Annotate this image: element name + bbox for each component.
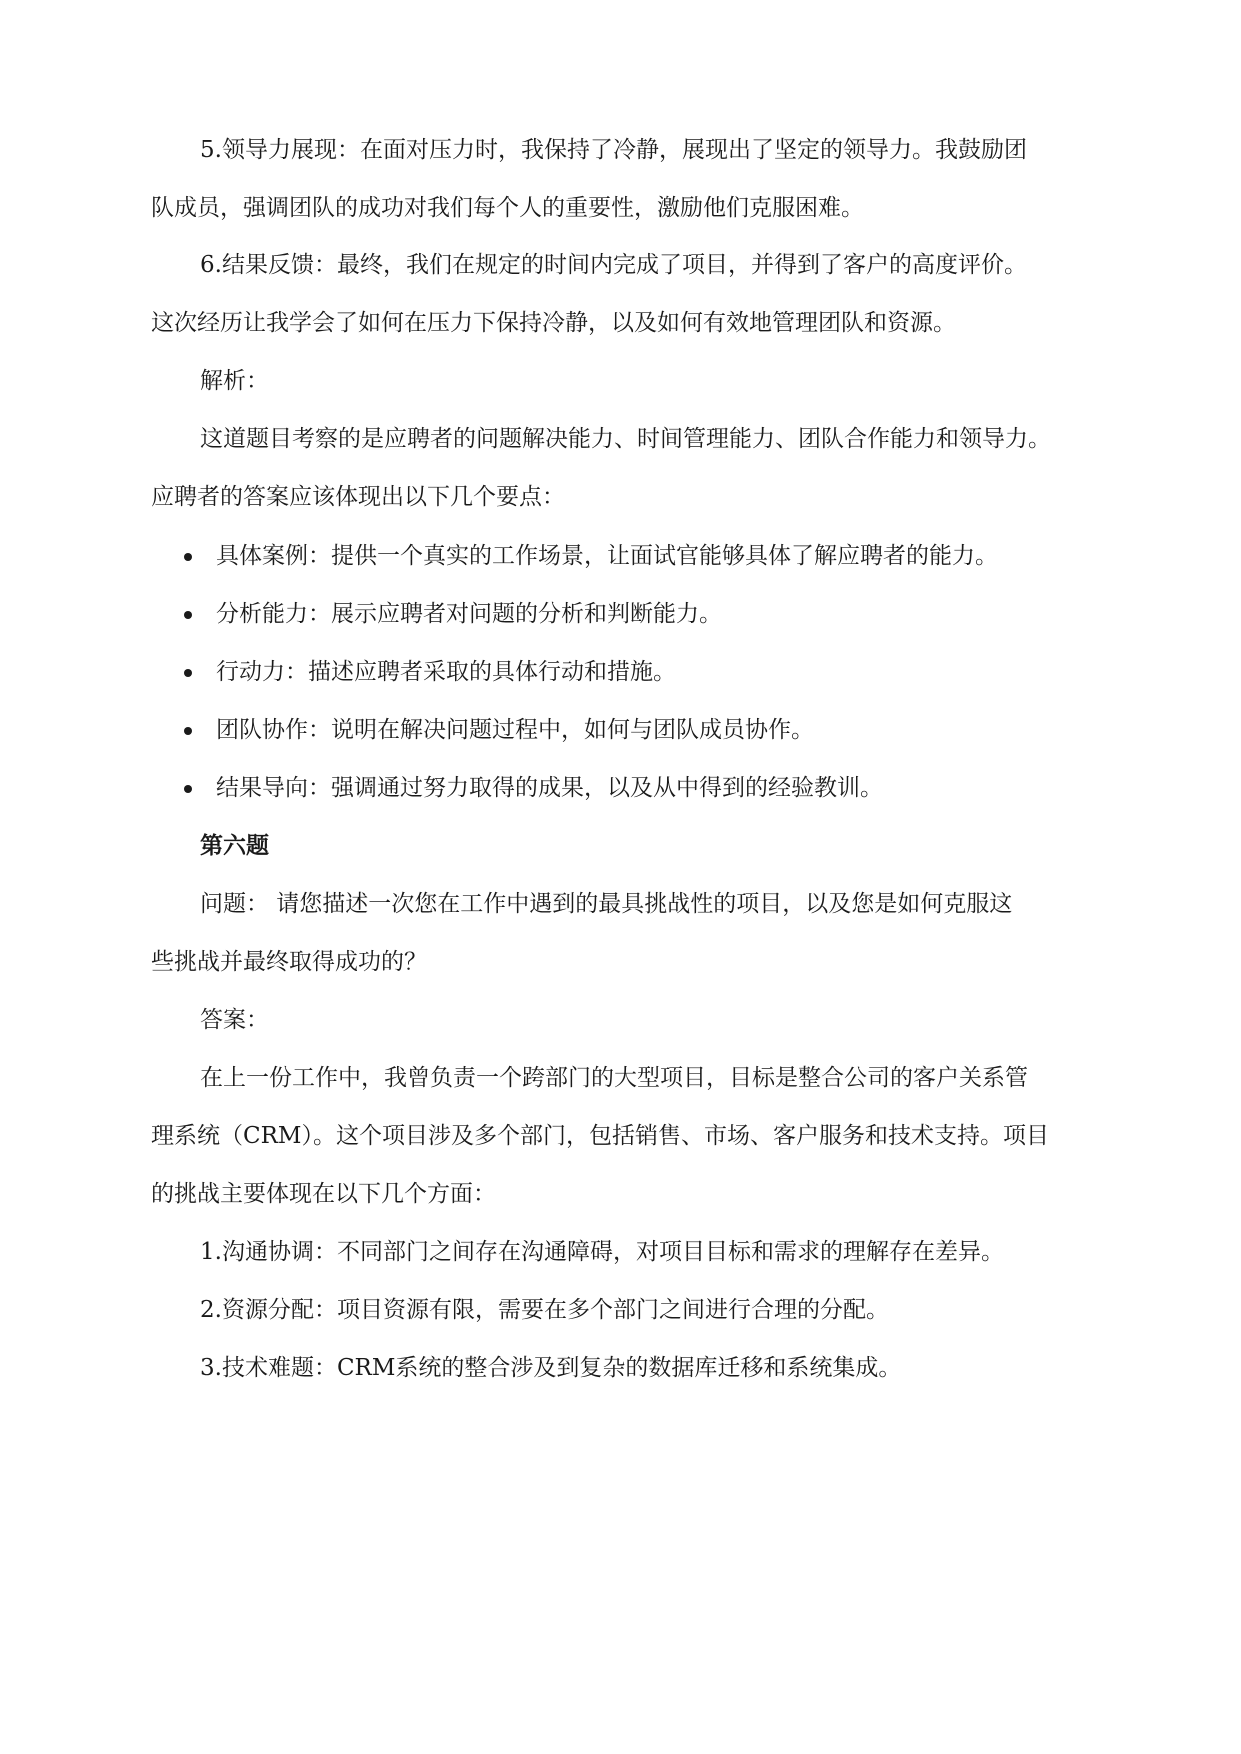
bullet-icon (184, 669, 192, 677)
question-line1: 问题： 请您描述一次您在工作中遇到的最具挑战性的项目，以及您是如何克服这 (200, 891, 1013, 917)
answer-label: 答案： (200, 1007, 269, 1033)
analysis-label: 解析： (200, 368, 269, 394)
analysis-line1: 这道题目考察的是应聘者的问题解决能力、时间管理能力、团队合作能力和领导力。 (200, 426, 1051, 452)
bullet-icon (184, 553, 192, 561)
answer-line3: 的挑战主要体现在以下几个方面： (151, 1181, 496, 1207)
analysis-line2: 应聘者的答案应该体现出以下几个要点： (151, 484, 565, 510)
bullet-text: 具体案例：提供一个真实的工作场景，让面试官能够具体了解应聘者的能力。 (216, 543, 998, 569)
bullet-icon (184, 785, 192, 793)
document-page (151, 0, 1093, 1754)
paragraph-leadership-line1: 5.领导力展现：在面对压力时，我保持了冷静，展现出了坚定的领导力。我鼓励团 (200, 137, 1027, 163)
answer-line2: 理系统（CRM）。这个项目涉及多个部门，包括销售、市场、客户服务和技术支持。项目 (151, 1123, 1049, 1149)
question-line2: 些挑战并最终取得成功的？ (151, 949, 427, 975)
section-heading: 第六题 (200, 832, 269, 859)
challenge-item-resources: 2.资源分配：项目资源有限，需要在多个部门之间进行合理的分配。 (200, 1297, 889, 1323)
paragraph-leadership-line2: 队成员，强调团队的成功对我们每个人的重要性，激励他们克服困难。 (151, 195, 864, 221)
bullet-text: 结果导向：强调通过努力取得的成果，以及从中得到的经验教训。 (216, 775, 883, 801)
bullet-text: 团队协作：说明在解决问题过程中，如何与团队成员协作。 (216, 717, 814, 743)
challenge-item-technical: 3.技术难题：CRM系统的整合涉及到复杂的数据库迁移和系统集成。 (200, 1355, 902, 1381)
challenge-item-communication: 1.沟通协调：不同部门之间存在沟通障碍，对项目目标和需求的理解存在差异。 (200, 1239, 1004, 1265)
paragraph-result-line1: 6.结果反馈：最终，我们在规定的时间内完成了项目，并得到了客户的高度评价。 (200, 252, 1027, 278)
bullet-icon (184, 611, 192, 619)
bullet-icon (184, 727, 192, 735)
bullet-text: 行动力：描述应聘者采取的具体行动和措施。 (216, 659, 676, 685)
answer-line1: 在上一份工作中，我曾负责一个跨部门的大型项目，目标是整合公司的客户关系管 (200, 1065, 1028, 1091)
bullet-text: 分析能力：展示应聘者对问题的分析和判断能力。 (216, 601, 722, 627)
paragraph-result-line2: 这次经历让我学会了如何在压力下保持冷静，以及如何有效地管理团队和资源。 (151, 310, 956, 336)
